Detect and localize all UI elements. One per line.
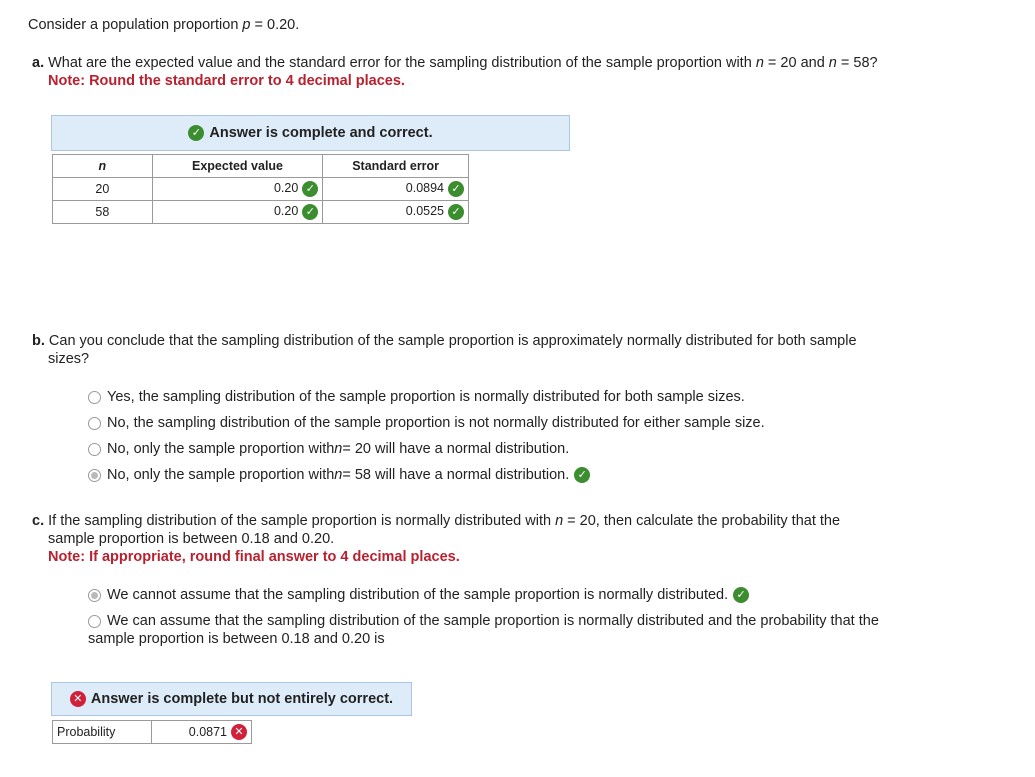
part-c-option-2-line2: sample proportion is between 0.18 and 0.20 is bbox=[88, 631, 385, 647]
part-c-answer-banner bbox=[51, 682, 412, 716]
option-label-pre: No, only the sample proportion with bbox=[107, 467, 335, 483]
probability-label: Probability bbox=[52, 720, 152, 744]
intro-prefix: Consider a population proportion bbox=[28, 17, 243, 33]
table-row bbox=[53, 178, 469, 201]
probability-value: 0.0871 bbox=[188, 725, 227, 739]
part-a-note: Note: Round the standard error to 4 decimal places. bbox=[48, 73, 405, 89]
option-label: Yes, the sampling distribution of the sample proportion is normally distributed for both sample sizes. bbox=[107, 389, 745, 405]
part-c-note: Note: If appropriate, round final answer to 4 decimal places. bbox=[48, 549, 460, 565]
check-icon: ✓ bbox=[448, 181, 464, 197]
standard-error-text: 0.0894 bbox=[405, 181, 444, 196]
option-label-post: = 20 will have a normal distribution. bbox=[342, 441, 570, 457]
part-a-question bbox=[32, 55, 878, 71]
header-standard-error: Standard error bbox=[323, 155, 469, 178]
intro-text bbox=[28, 17, 299, 33]
header-expected-value: Expected value bbox=[152, 155, 323, 178]
part-a-n2: n bbox=[828, 55, 837, 71]
part-c-question bbox=[32, 513, 840, 529]
part-c-nvar: n bbox=[555, 513, 564, 529]
option-var: n bbox=[334, 467, 343, 483]
standard-error-input[interactable] bbox=[323, 201, 469, 224]
part-c-q2: = 20, then calculate the probability that the bbox=[563, 513, 841, 529]
part-a-q2: = 20 and bbox=[763, 55, 829, 71]
part-a-q3: = 58? bbox=[836, 55, 878, 71]
part-c-question-line2: sample proportion is between 0.18 and 0.20. bbox=[48, 531, 335, 547]
radio-button[interactable] bbox=[88, 417, 101, 430]
check-icon: ✓ bbox=[574, 467, 590, 483]
probability-input[interactable] bbox=[151, 720, 252, 744]
part-c-q1: If the sampling distribution of the sample proportion is normally distributed with bbox=[44, 513, 556, 529]
part-b-option-4[interactable] bbox=[88, 467, 590, 483]
intro-var: p bbox=[242, 17, 251, 33]
cross-icon: ✕ bbox=[231, 724, 247, 740]
expected-value-input[interactable] bbox=[152, 201, 323, 224]
radio-button-selected[interactable] bbox=[88, 589, 101, 602]
option-label: No, the sampling distribution of the sample proportion is not normally distributed for either sample size. bbox=[107, 415, 765, 431]
radio-button[interactable] bbox=[88, 443, 101, 456]
part-c-option-2[interactable] bbox=[88, 613, 879, 629]
part-c-option-1[interactable] bbox=[88, 587, 749, 603]
row-n: 58 bbox=[53, 201, 153, 224]
header-n-label: n bbox=[98, 159, 107, 173]
part-a-table bbox=[52, 154, 469, 224]
radio-button[interactable] bbox=[88, 391, 101, 404]
part-c-banner-text: Answer is complete but not entirely correct. bbox=[90, 691, 394, 707]
option-label-post: = 58 will have a normal distribution. bbox=[342, 467, 570, 483]
part-b-letter: b. bbox=[32, 333, 45, 349]
expected-value-text: 0.20 bbox=[273, 181, 299, 196]
standard-error-text: 0.0525 bbox=[405, 204, 444, 219]
part-a-answer-banner bbox=[51, 115, 570, 151]
part-a-q1: What are the expected value and the standard error for the sampling distribution of the sample proportion with bbox=[44, 55, 756, 71]
table-header-row bbox=[53, 155, 469, 178]
cross-icon: ✕ bbox=[70, 691, 86, 707]
part-a-banner-text: Answer is complete and correct. bbox=[209, 125, 433, 141]
check-icon: ✓ bbox=[188, 125, 204, 141]
radio-button-selected[interactable] bbox=[88, 469, 101, 482]
option-var: n bbox=[334, 441, 343, 457]
expected-value-text: 0.20 bbox=[273, 204, 299, 219]
option-label-pre: No, only the sample proportion with bbox=[107, 441, 335, 457]
check-icon: ✓ bbox=[302, 181, 318, 197]
option-label: We cannot assume that the sampling distribution of the sample proportion is normally distributed. bbox=[107, 587, 729, 603]
option-label: We can assume that the sampling distribution of the sample proportion is normally distributed and the probability that the bbox=[107, 613, 879, 629]
header-n bbox=[53, 155, 153, 178]
part-c-letter: c. bbox=[32, 513, 45, 529]
part-a-n1: n bbox=[755, 55, 764, 71]
check-icon: ✓ bbox=[302, 204, 318, 220]
check-icon: ✓ bbox=[733, 587, 749, 603]
intro-eq: = 0.20. bbox=[250, 17, 300, 33]
radio-button[interactable] bbox=[88, 615, 101, 628]
part-a-letter: a. bbox=[32, 55, 45, 71]
check-icon: ✓ bbox=[448, 204, 464, 220]
expected-value-input[interactable] bbox=[152, 178, 323, 201]
part-b-option-1[interactable] bbox=[88, 389, 745, 405]
part-b-question-line2: sizes? bbox=[48, 351, 90, 367]
table-row bbox=[53, 201, 469, 224]
row-n: 20 bbox=[53, 178, 153, 201]
part-b-option-2[interactable] bbox=[88, 415, 765, 431]
part-b-q: Can you conclude that the sampling distribution of the sample proportion is approximately normally distributed for both sample bbox=[44, 333, 857, 349]
part-b-question bbox=[32, 333, 857, 349]
part-b-option-3[interactable] bbox=[88, 441, 569, 457]
standard-error-input[interactable] bbox=[323, 178, 469, 201]
